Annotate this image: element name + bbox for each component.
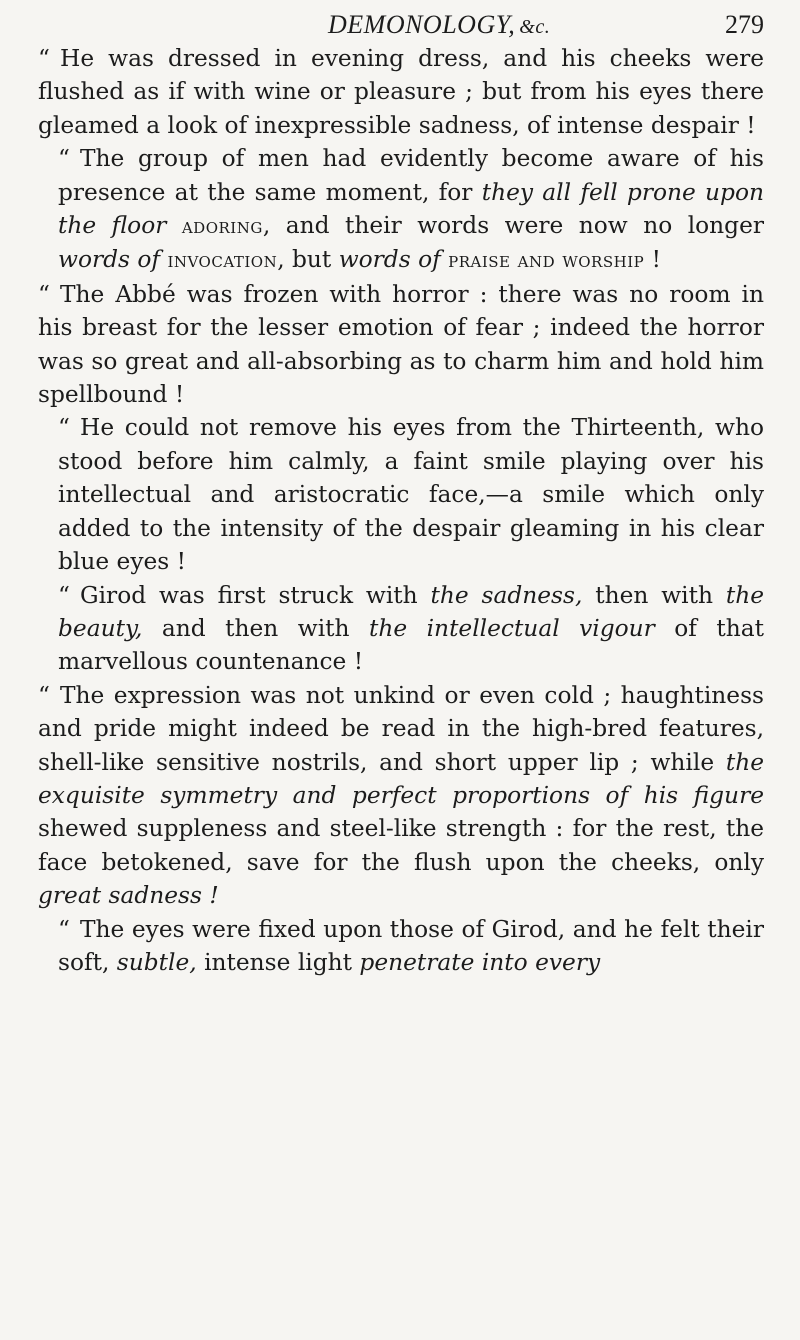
body-text xyxy=(38,42,764,979)
opening-quote: “ xyxy=(58,414,70,442)
paragraph xyxy=(38,411,764,578)
text-run: and then with xyxy=(142,614,369,642)
text-run: , and their words were now no longer xyxy=(262,212,765,240)
italic-phrase: subtle, xyxy=(116,948,197,976)
text-run: The Abbé was frozen with horror : there was no room in his breast for the lesser emotion of fear ; indeed the horror was so great and all-absorbing as to charm him and hold him spellbound ! xyxy=(38,280,764,409)
opening-quote: “ xyxy=(38,280,50,308)
italic-phrase: words of xyxy=(338,246,441,274)
text-run: The group of men had evidently become aware of his presence at the same moment, for xyxy=(58,145,764,206)
italic-phrase: words of xyxy=(58,246,161,274)
italic-phrase: the exquisite symmetry and perfect proportions of his figure xyxy=(38,748,764,809)
text-run: intense light xyxy=(196,948,360,976)
text-run: , but xyxy=(277,246,339,274)
paragraph xyxy=(38,278,764,412)
opening-quote: “ xyxy=(58,145,70,173)
small-caps-phrase: invocation xyxy=(167,248,278,273)
small-caps-phrase: adoring xyxy=(181,214,263,239)
paragraph xyxy=(38,42,764,142)
italic-phrase: penetrate into every xyxy=(359,948,601,976)
text-run: then with xyxy=(582,581,726,609)
text-run: Girod was first struck with xyxy=(80,581,431,609)
italic-phrase: the sadness, xyxy=(430,581,583,609)
italic-phrase: great sadness ! xyxy=(38,882,219,910)
text-run: He was dressed in evening dress, and his cheeks were flushed as if with wine or pleasure ; but from his eyes there gleamed a look of inexpressible sadness, of intense despair ! xyxy=(38,45,764,139)
running-title-suffix: &c. xyxy=(519,16,551,38)
small-caps-phrase: praise and worship xyxy=(448,248,645,273)
text-run xyxy=(166,212,181,239)
paragraph xyxy=(38,913,764,980)
text-run: shewed suppleness and steel-like strength : for the rest, the face betokened, save for the flush upon the cheeks, only xyxy=(38,815,764,876)
page-number: 279 xyxy=(725,10,764,39)
text-run: of that marvellous countenance ! xyxy=(58,614,764,676)
opening-quote: “ xyxy=(58,581,70,609)
page-header xyxy=(38,0,764,48)
paragraph xyxy=(38,679,764,913)
text-run: He could not remove his eyes from the Thirteenth, who stood before him calmly, a faint smile playing over his intellectual and aristocratic face,—a smile which only added to the intensity of the despair gleaming in his clear blue eyes ! xyxy=(58,414,764,576)
running-title-text: DEMONOLOGY, xyxy=(328,10,516,39)
text-run: The expression was not unkind or even cold ; haughtiness and pride might indeed be read in the high-bred features, shell-like sensitive nostrils, and short upper lip ; while xyxy=(38,681,764,776)
paragraph xyxy=(38,142,764,278)
opening-quote: “ xyxy=(58,915,70,943)
opening-quote: “ xyxy=(38,681,50,709)
italic-phrase: they all fell prone upon the floor xyxy=(58,178,765,240)
text-run: ! xyxy=(644,246,662,274)
italic-phrase: the intellectual vigour xyxy=(369,614,655,642)
italic-phrase: the beauty, xyxy=(58,581,764,642)
opening-quote: “ xyxy=(38,45,50,72)
text-run: The eyes were fixed upon those of Girod, and he felt their soft, xyxy=(58,915,764,976)
running-title xyxy=(328,10,550,40)
paragraph xyxy=(38,579,764,679)
